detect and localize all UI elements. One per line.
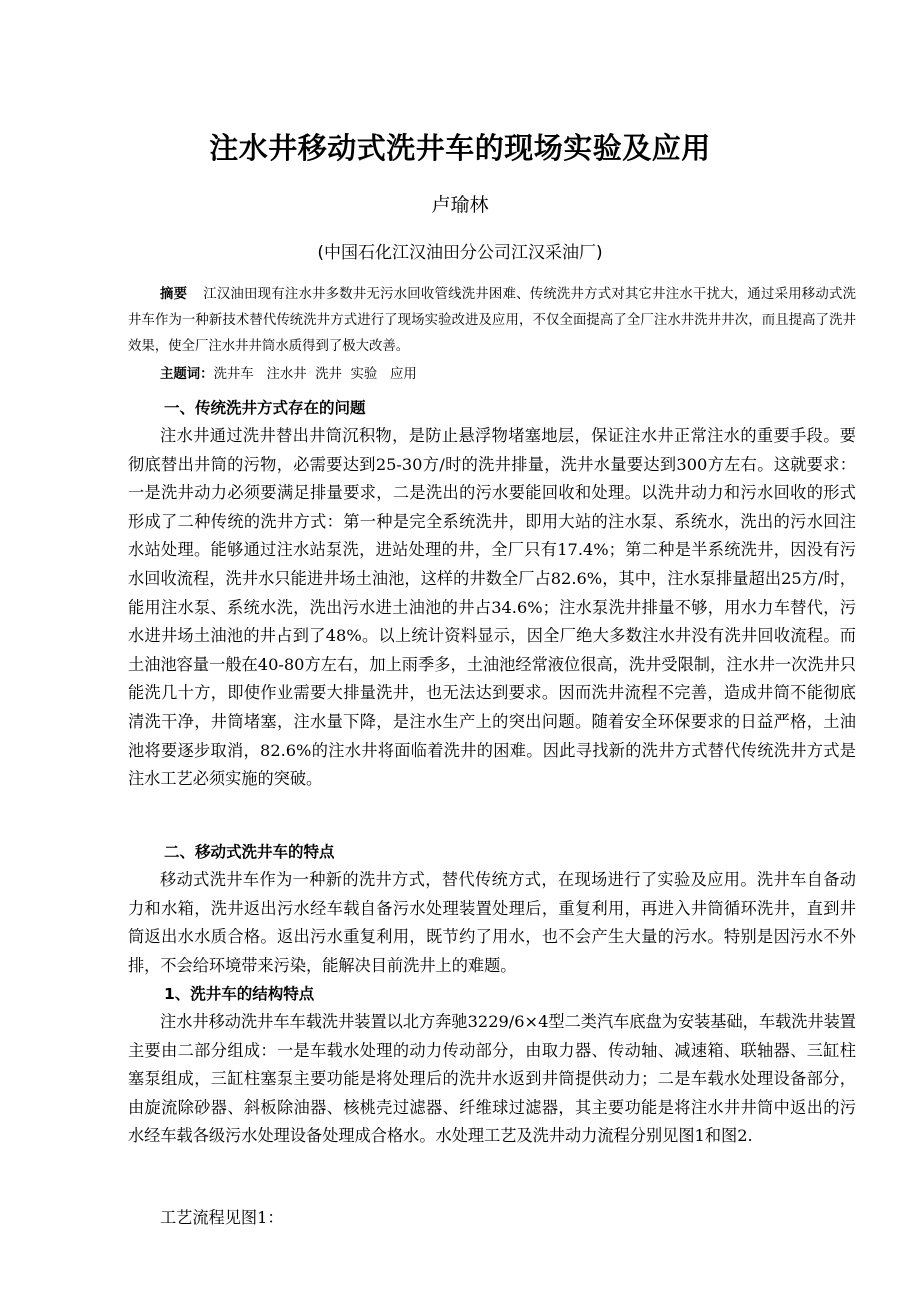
abstract-label: 摘要 (160, 287, 188, 302)
keywords-text: 洗井车 注水井 洗井 实验 应用 (213, 367, 417, 382)
section-paragraph: 注水井移动洗井车车载洗井装置以北方奔驰3229/6×4型二类汽车底盘为安装基础，车载洗井装置主要由二部分组成：一是车载水处理的动力传动部分，由取力器、传动轴、减速箱、联轴器、三缸柱塞泵组成，三缸柱塞泵主要功能是将处理后的洗井水返到井筒提供动力；二是车载水处理设备部分，由旋流除砂器、斜板除油器、核桃壳过滤器、纤维球过滤器，其主要功能是将注水井井筒中返出的污水经车载各级污水处理设备处理成合格水。水处理工艺及洗井动力流程分别见图1和图2. (128, 1012, 856, 1146)
figure-reference: 工艺流程见图1： (160, 1208, 284, 1227)
author-name: 卢瑜林 (431, 194, 489, 216)
keywords (160, 362, 860, 388)
section-paragraph: 移动式洗井车作为一种新的洗井方式，替代传统方式，在现场进行了实验及应用。洗井车自备动力和水箱，洗井返出污水经车载自备污水处理装置处理后，重复利用，再进入井筒循环洗井，直到井筒返出水水质合格。返出污水重复利用，既节约了用水，也不会产生大量的污水。特别是因污水不外排，不会给环境带来污染，能解决目前洗井上的难题。 (128, 870, 856, 975)
section-2 (128, 838, 856, 980)
author-affiliation: (中国石化江汉油田分公司江汉采油厂) (317, 243, 603, 263)
section-heading: 二、移动式洗井车的特点 (164, 843, 335, 861)
section-2-1 (128, 980, 856, 1151)
keywords-label: 主题词： (160, 367, 214, 382)
abstract-text: 江汉油田现有注水井多数井无污水回收管线洗井困难、传统洗井方式对其它井注水干扰大，通过采用移动式洗井车作为一种新技术替代传统洗井方式进行了现场实验改进及应用，不仅全面提高了全厂注水井洗井井次，而且提高了洗井效果，使全厂注水井井筒水质得到了极大改善。 (128, 287, 857, 354)
subsection-heading: 1、洗井车的结构特点 (164, 985, 315, 1003)
section-1 (128, 394, 856, 794)
paper-title: 注水井移动式洗井车的现场实验及应用 (209, 131, 711, 165)
section-paragraph: 注水井通过洗井替出井筒沉积物，是防止悬浮物堵塞地层，保证注水井正常注水的重要手段。要彻底替出井筒的污物，必需要达到25-30方/时的洗井排量，洗井水量要达到300方左右。这就要求：一是洗井动力必须要满足排量要求，二是洗出的污水要能回收和处理。以洗井动力和污水回收的形式形成了二种传统的洗井方式：第一种是完全系统洗井，即用大站的注水泵、系统水，洗出的污水回注水站处理。能够通过注水站泵洗，进站处理的井，全厂只有17.4%；第二种是半系统洗井，因没有污水回收流程，洗井水只能进井场土油池，这样的井数全厂占82.6%，其中，注水泵排量超出25方/时，能用注水泵、系统水洗，洗出污水进土油池的井占34.6%；注水泵洗井排量不够，用水力车替代，污水进井场土油池的井占到了48%。以上统计资料显示，因全厂绝大多数注水井没有洗井回收流程。而土油池容量一般在40-80方左右，加上雨季多，土油池经常液位很高，洗井受限制，注水井一次洗井只能洗几十方，即使作业需要大排量洗井，也无法达到要求。因而洗井流程不完善，造成井筒不能彻底清洗干净，井筒堵塞，注水量下降，是注水生产上的突出问题。随着安全环保要求的日益严格，土油池将要逐步取消，82.6%的注水井将面临着洗井的困难。因此寻找新的洗井方式替代传统洗井方式是注水工艺必须实施的突破。 (128, 426, 856, 789)
section-heading: 一、传统洗井方式存在的问题 (164, 399, 366, 417)
abstract (128, 282, 856, 360)
